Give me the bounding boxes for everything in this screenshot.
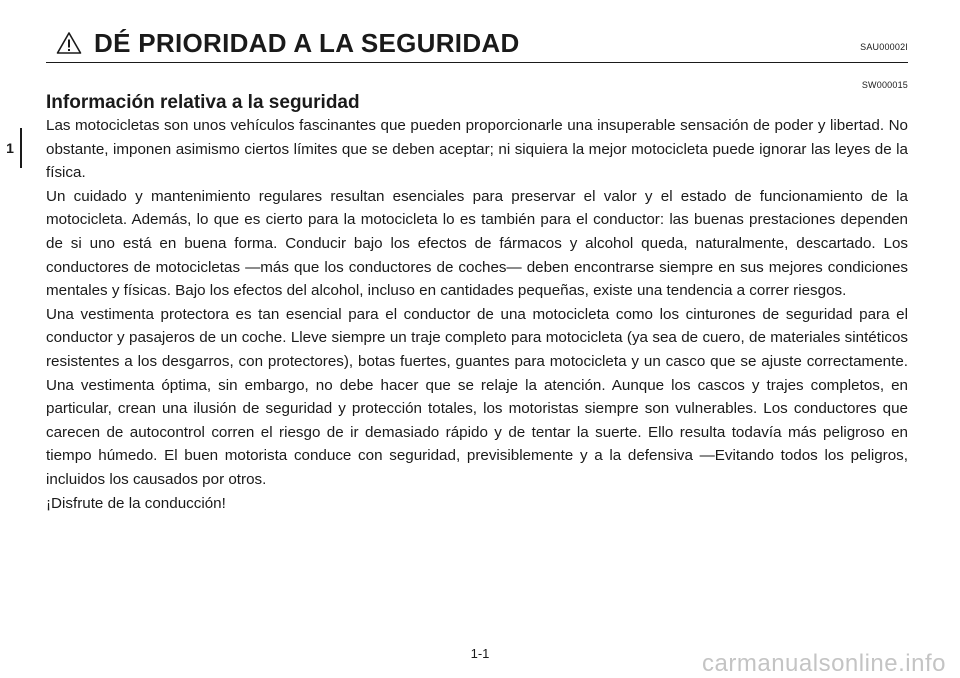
paragraph-intro: Las motocicletas son unos vehículos fascinantes que pueden proporcionarle una insuperable sensación de poder y libertad. No obstante, imponen asimismo ciertos límites que se deben aceptar; ni siquiera la mejor motocicleta puede ignorar las leyes de la física. [46,117,908,182]
section-title: Información relativa a la seguridad [46,92,360,113]
header-code: SAU00002I [860,42,908,52]
watermark: carmanualsonline.info [702,650,946,677]
paragraph-maintenance: Un cuidado y mantenimiento regulares resultan esenciales para preservar el valor y el estado de funcionamiento de la motocicleta. Además, lo que es cierto para la motocicleta lo es también para el conductor: las buenas prestaciones dependen de si uno está en buena forma. Conducir bajo los efectos de fármacos y alcohol queda, naturalmente, descartado. Los conductores de motocicletas —más que los conductores de coches— deben encontrarse siempre en sus mejores condiciones mentales y físicas. Bajo los efectos del alcohol, incluso en cantidades pequeñas, existe una tendencia a correr riesgos. [46,187,908,300]
section-code: SW000015 [861,80,908,90]
page-title: DÉ PRIORIDAD A LA SEGURIDAD [94,28,520,58]
body-text [46,114,908,515]
chapter-tab: 1 [0,128,22,168]
page-number: 1-1 [470,646,490,661]
page-header [46,26,908,63]
paragraph-protective-clothing: Una vestimenta protectora es tan esencial para el conductor de una motocicleta como los cinturones de seguridad para el conductor y pasajeros de un coche. Lleve siempre un traje completo para motocicleta (ya sea de cuero, de materiales sintéticos resistentes a los desgarros, con protectores), botas fuertes, guantes para motocicleta y un casco que se ajuste correctamente. Una vestimenta óptima, sin embargo, no debe hacer que se relaje la atención. Aunque los cascos y trajes completos, en particular, crean una ilusión de seguridad y protección totales, los motoristas siempre son vulnerables. Los conductores que carecen de autocontrol corren el riesgo de ir demasiado rápido y de tentar la suerte. Ello resulta todavía más peligroso en tiempo húmedo. El buen motorista conduce con seguridad, previsiblemente y a la defensiva —Evitando todos los peligros, incluidos los causados por otros. [46,305,908,488]
paragraph-closing: ¡Disfrute de la conducción! [46,494,226,512]
warning-triangle-icon [56,31,82,55]
